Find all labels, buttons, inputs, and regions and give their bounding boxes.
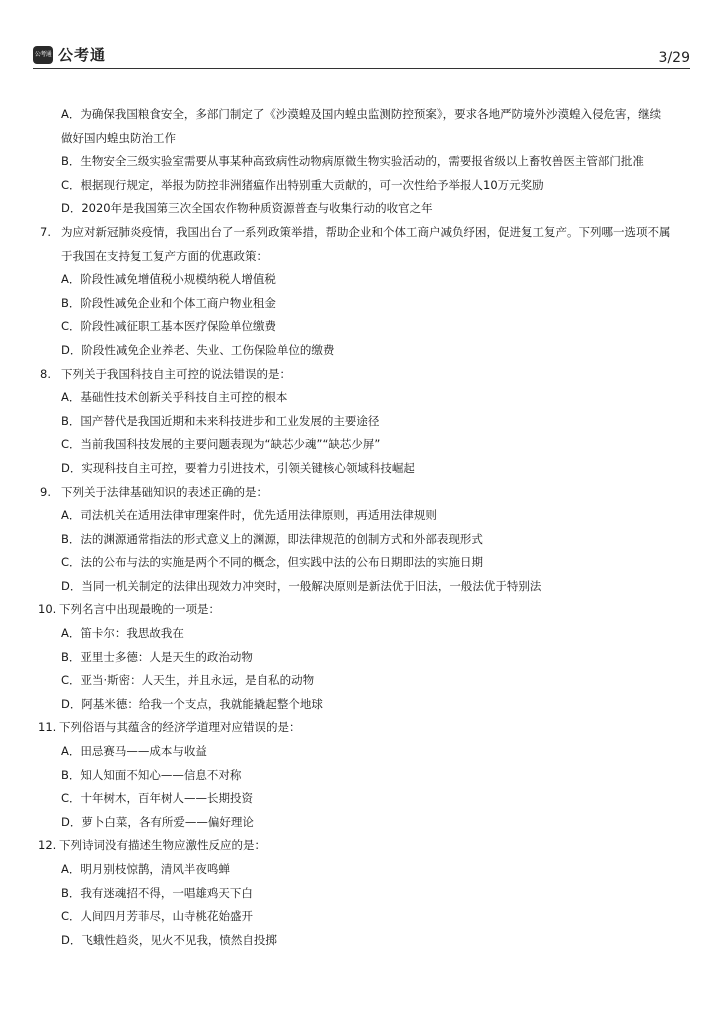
question-list: [40, 103, 690, 952]
answer-option: A．明月别枝惊鹊，清风半夜鸣蝉: [61, 862, 230, 876]
answer-option: D．阿基米德：给我一个支点，我就能撬起整个地球: [61, 696, 323, 711]
answer-option: A．基础性技术创新关乎科技自主可控的根本: [61, 390, 288, 405]
question-stem: [40, 834, 690, 858]
question-stem: [40, 716, 690, 740]
answer-option: C．亚当·斯密：人天生，并且永远，是自私的动物: [61, 673, 315, 688]
question-number: 10.: [38, 602, 57, 617]
question-text: 下列诗词没有描述生物应激性反应的是：: [59, 838, 266, 853]
question-number: 7.: [40, 224, 51, 239]
question-number: 11.: [38, 720, 57, 735]
question-stem: [40, 481, 690, 505]
question-number: 12.: [38, 838, 57, 853]
question-stem: [40, 598, 690, 622]
answer-option: B．生物安全三级实验室需要从事某种高致病性动物病原微生物实验活动的，需要报省级以上畜牧兽医主管部门批准: [61, 154, 644, 169]
page-number: 3/29: [658, 50, 690, 66]
answer-option: A．田忌赛马——成本与收益: [61, 744, 207, 759]
answer-option: A．笛卡尔：我思故我在: [61, 626, 184, 641]
answer-option: B．阶段性减免企业和个体工商户物业租金: [61, 295, 276, 310]
page-header: [33, 40, 690, 69]
question-text: 下列名言中出现最晚的一项是：: [59, 602, 220, 617]
answer-option: D．萝卜白菜，各有所爱——偏好理论: [61, 814, 254, 829]
answer-option: D．实现科技自主可控，要着力引进技术，引领关键核心领域科技崛起: [61, 460, 415, 475]
question-text: 下列关于法律基础知识的表述正确的是：: [61, 484, 268, 499]
question-stem: [40, 363, 690, 387]
answer-option: B．我有迷魂招不得，一唱雄鸡天下白: [61, 885, 253, 900]
answer-option: B．亚里士多德：人是天生的政治动物: [61, 649, 253, 664]
question-text: 下列俗语与其蕴含的经济学道理对应错误的是：: [59, 720, 301, 735]
answer-option: C．阶段性减征职工基本医疗保险单位缴费: [61, 319, 277, 334]
answer-option: A．司法机关在适用法律审理案件时，优先适用法律原则，再适用法律规则: [61, 508, 437, 523]
question-text: 为应对新冠肺炎疫情，我国出台了一系列政策举措，帮助企业和个体工商户减负纾困，促进复工复产。下列哪一选项不属: [61, 224, 671, 239]
answer-option: C．人间四月芳菲尽，山寺桃花始盛开: [61, 909, 254, 924]
answer-option: B．知人知面不知心——信息不对称: [61, 767, 242, 782]
answer-option: C．十年树木，百年树人——长期投资: [61, 791, 254, 806]
logo: [33, 44, 106, 65]
answer-option: C．当前我国科技发展的主要问题表现为“缺芯少魂”“缺芯少屏”: [61, 437, 381, 452]
question-number: 8.: [40, 366, 51, 381]
logo-icon: 公考通: [33, 46, 53, 64]
logo-text: 公考通: [58, 46, 107, 64]
answer-option: B．法的渊源通常指法的形式意义上的渊源，即法律规范的创制方式和外部表现形式: [61, 531, 483, 546]
answer-option: A．为确保我国粮食安全，多部门制定了《沙漠蝗及国内蝗虫监测防控预案》，要求各地严防境外沙漠蝗入侵危害，继续: [61, 107, 662, 121]
question-text: 下列关于我国科技自主可控的说法错误的是：: [61, 366, 291, 381]
answer-option: B．国产替代是我国近期和未来科技进步和工业发展的主要途径: [61, 413, 380, 428]
answer-option: C．法的公布与法的实施是两个不同的概念，但实践中法的公布日期即法的实施日期: [61, 555, 484, 570]
answer-option: D．当同一机关制定的法律出现效力冲突时，一般解决原则是新法优于旧法，一般法优于特别法: [61, 578, 542, 593]
answer-option: D．2020年是我国第三次全国农作物种质资源普查与收集行动的收官之年: [61, 201, 433, 216]
question-stem: [40, 221, 690, 245]
answer-option: A．阶段性减免增值税小规模纳税人增值税: [61, 272, 276, 287]
answer-option: D．阶段性减免企业养老、失业、工伤保险单位的缴费: [61, 342, 335, 357]
question-text-continued: 于我国在支持复工复产方面的优惠政策：: [61, 248, 268, 263]
question-text-continued: 做好国内蝗虫防治工作: [61, 130, 176, 145]
answer-option: D．飞蛾性趋炎，见火不见我，愤然自投掷: [61, 932, 277, 947]
question-number: 9.: [40, 484, 51, 499]
answer-option: C．根据现行规定，举报为防控非洲猪瘟作出特别重大贡献的，可一次性给予举报人10万元奖励: [61, 177, 544, 192]
